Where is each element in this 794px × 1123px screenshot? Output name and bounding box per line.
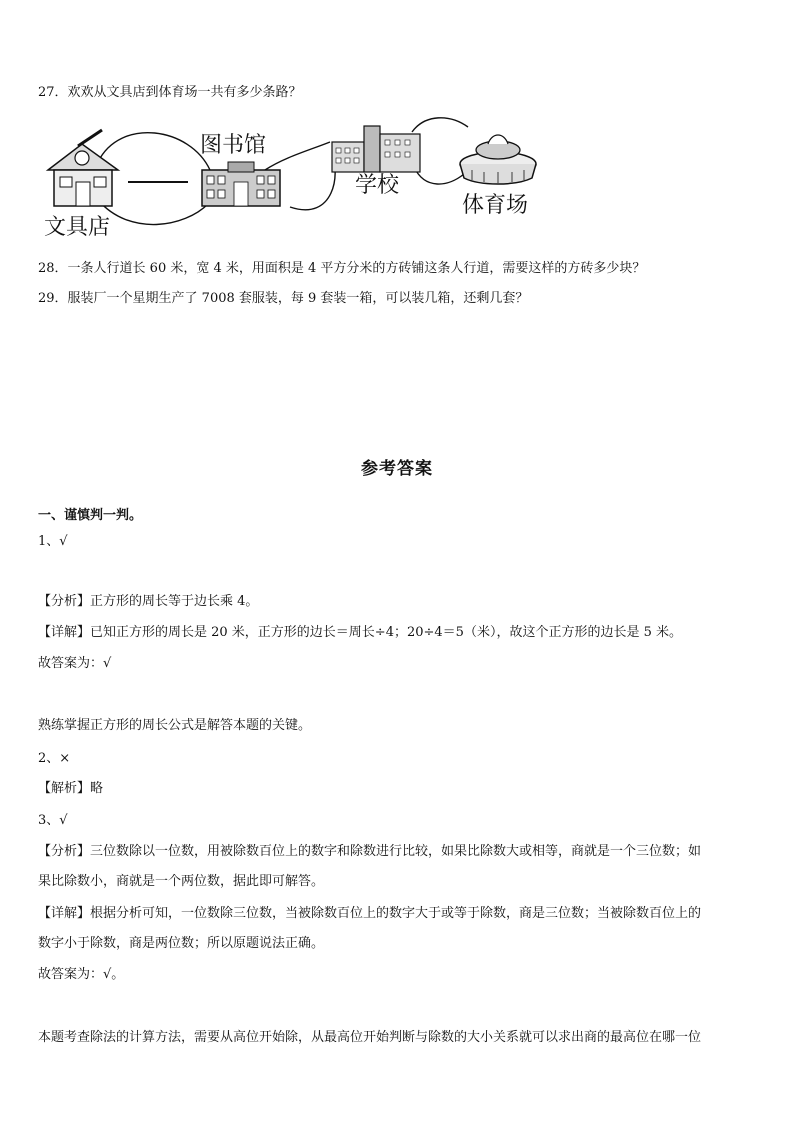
label-school: 学校 (355, 173, 400, 198)
route-upper-store-library (98, 133, 210, 170)
answer-1: 1、√ (38, 534, 68, 549)
answer-3-analysis-line-2: 果比除数小，商就是一个两位数，据此即可解答。 (38, 874, 325, 889)
question-27: 27．欢欢从文具店到体育场一共有多少条路？ (38, 85, 302, 100)
answer-3-detail-line-1: 【详解】根据分析可知，一位数除三位数，当被除数百位上的数字大于或等于除数，商是三位数；当被除数百位上的 (38, 906, 702, 921)
route-diagram (40, 112, 560, 247)
route-upper-school-stadium (412, 118, 468, 132)
route-lower-library-school (290, 157, 335, 210)
answer-1-result: 故答案为：√ (38, 656, 112, 671)
answer-3-analysis-line-1: 【分析】三位数除以一位数，用被除数百位上的数字和除数进行比较，如果比除数大或相等，商就是一个三位数；如 (38, 844, 702, 859)
answer-3-result: 故答案为：√。 (38, 967, 125, 982)
answers-title: 参考答案 (361, 459, 433, 479)
stationery-store-icon (48, 130, 118, 206)
answer-2-explain: 【解析】略 (38, 781, 104, 796)
question-28: 28．一条人行道长 60 米，宽 4 米，用面积是 4 平方分米的方砖铺这条人行道，需要这样的方砖多少块？ (38, 261, 646, 276)
route-upper-library-school (265, 142, 330, 170)
answer-1-note: 熟练掌握正方形的周长公式是解答本题的关键。 (38, 718, 312, 733)
label-stadium: 体育场 (462, 193, 529, 218)
question-29: 29．服装厂一个星期生产了 7008 套服装，每 9 套装一箱，可以装几箱，还剩几套？ (38, 291, 529, 306)
school-icon (332, 126, 420, 172)
label-library: 图书馆 (200, 133, 267, 158)
label-stationery-store: 文具店 (44, 215, 111, 240)
answer-3-detail-line-2: 数字小于除数，商是两位数；所以原题说法正确。 (38, 936, 325, 951)
section-1-heading: 一、谨慎判一判。 (38, 508, 143, 523)
route-lower-school-stadium (414, 167, 464, 184)
answer-3: 3、√ (38, 813, 68, 828)
answer-1-detail: 【详解】已知正方形的周长是 20 米，正方形的边长＝周长÷4；20÷4＝5（米），故这个正方形的边长是 5 米。 (38, 625, 682, 640)
answer-3-note: 本题考查除法的计算方法，需要从高位开始除，从最高位开始判断与除数的大小关系就可以求出商的最高位在哪一位 (38, 1030, 702, 1045)
stadium-icon (460, 135, 536, 184)
answer-1-analysis: 【分析】正方形的周长等于边长乘 4。 (38, 594, 259, 609)
answer-2: 2、× (38, 751, 71, 766)
route-lower-store-library (98, 200, 208, 225)
